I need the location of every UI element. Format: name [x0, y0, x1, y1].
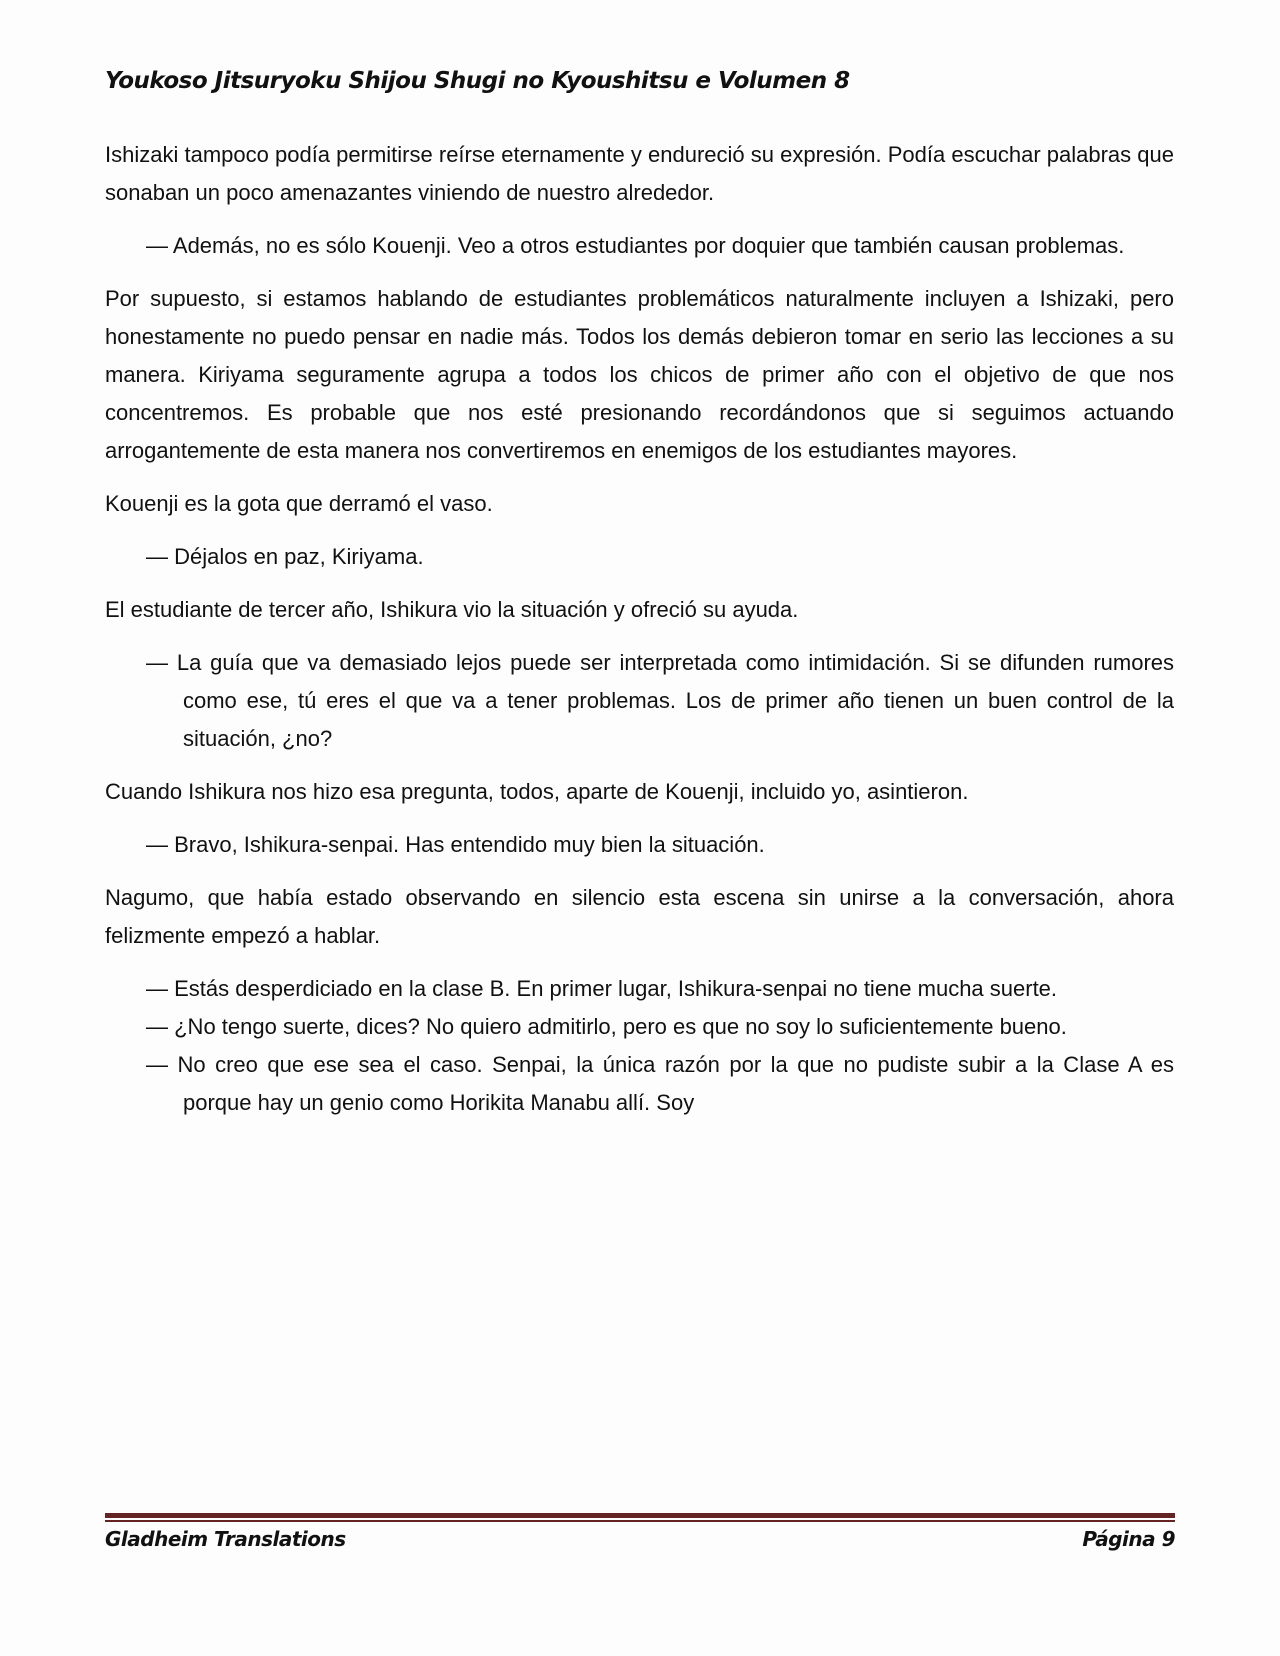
dialogue-line: — ¿No tengo suerte, dices? No quiero admitirlo, pero es que no soy lo suficientemente bueno. [146, 1014, 1067, 1039]
dialogue-line: — La guía que va demasiado lejos puede ser interpretada como intimidación. Si se difunden rumores como ese, tú eres el que va a tener problemas. Los de primer año tienen un buen control de la situación, ¿no? [146, 650, 1174, 751]
paragraph: El estudiante de tercer año, Ishikura vio la situación y ofreció su ayuda. [105, 597, 799, 622]
paragraph: Ishizaki tampoco podía permitirse reírse eternamente y endureció su expresión. Podía escuchar palabras que sonaban un poco amenazantes viniendo de nuestro alrededor. [105, 142, 1174, 205]
paragraph: Nagumo, que había estado observando en silencio esta escena sin unirse a la conversación, ahora felizmente empezó a hablar. [105, 885, 1174, 948]
page-footer [105, 1513, 1175, 1551]
dialogue-line: — Bravo, Ishikura-senpai. Has entendido muy bien la situación. [146, 832, 765, 857]
page-body-text [105, 136, 1174, 1122]
page-header [105, 68, 1175, 94]
running-header-title: Youkoso Jitsuryoku Shijou Shugi no Kyoushitsu e Volumen 8 [105, 68, 850, 94]
footer-translator-credit: Gladheim Translations [105, 1527, 346, 1551]
dialogue-line: — No creo que ese sea el caso. Senpai, la única razón por la que no pudiste subir a la Clase A es porque hay un genio como Horikita Manabu allí. Soy [146, 1052, 1174, 1115]
paragraph: Kouenji es la gota que derramó el vaso. [105, 491, 493, 516]
dialogue-line: — Estás desperdiciado en la clase B. En primer lugar, Ishikura-senpai no tiene mucha suerte. [146, 976, 1058, 1001]
paragraph: Por supuesto, si estamos hablando de estudiantes problemáticos naturalmente incluyen a Ishizaki, pero honestamente no puedo pensar en nadie más. Todos los demás debieron tomar en serio las lecciones a su manera. Kiriyama seguramente agrupa a todos los chicos de primer año con el objetivo de que nos concentremos. Es probable que nos esté presionando recordándonos que si seguimos actuando arrogantemente de esta manera nos convertiremos en enemigos de los estudiantes mayores. [105, 286, 1174, 463]
dialogue-line: — Déjalos en paz, Kiriyama. [146, 544, 424, 569]
dialogue-line: — Además, no es sólo Kouenji. Veo a otros estudiantes por doquier que también causan problemas. [146, 233, 1125, 258]
footer-rule-thin [105, 1520, 1175, 1522]
paragraph: Cuando Ishikura nos hizo esa pregunta, todos, aparte de Kouenji, incluido yo, asintieron. [105, 779, 969, 804]
footer-page-number: Página 9 [1082, 1527, 1175, 1551]
